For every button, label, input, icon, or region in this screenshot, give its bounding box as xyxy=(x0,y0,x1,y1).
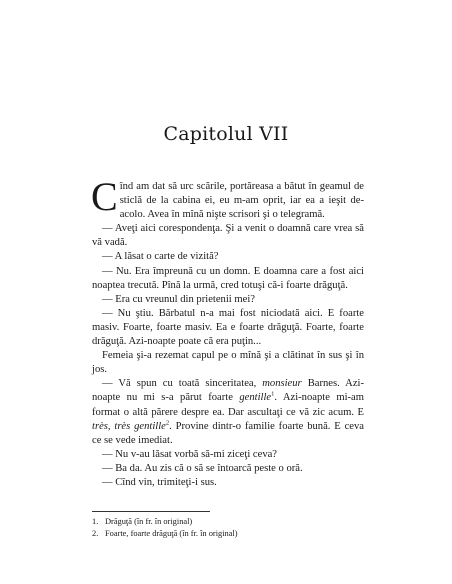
paragraph-7: Femeia şi-a rezemat capul pe o mînă şi a clătinat în sus şi în jos. xyxy=(92,350,364,376)
footnotes xyxy=(92,516,364,539)
paragraph-5: — Era cu vreunul din prietenii mei? xyxy=(102,293,255,305)
italic-monsieur: monsieur xyxy=(262,378,302,390)
paragraph-8-part-f: . Azi-noapte mi-am format o altă părere despre ea. Dar ascultaţi ce vă zic acum. E xyxy=(92,392,364,418)
footnote-1-number: 1. xyxy=(92,517,99,526)
footnote-1 xyxy=(92,516,364,528)
footnote-divider xyxy=(92,511,210,512)
footnote-1-text: Drăguţă (în fr. în original) xyxy=(105,517,193,526)
footnote-2-text: Foarte, foarte drăguţă (în fr. în original) xyxy=(105,528,238,538)
paragraph-2: — Aveţi aici corespondenţa. Şi a venit o doamnă care vrea să vă vadă. xyxy=(92,223,364,249)
italic-gentille: gentille xyxy=(239,392,272,404)
chapter-body xyxy=(91,174,364,490)
paragraph-8 xyxy=(92,377,364,447)
drop-cap: C xyxy=(91,174,118,219)
italic-tres-gentille: très, très gentille xyxy=(92,420,166,432)
footnote-ref-1: 1 xyxy=(271,390,275,398)
paragraph-9: — Nu v-au lăsat vorbă să-mi ziceţi ceva? xyxy=(102,448,278,460)
footnote-2-number: 2. xyxy=(92,528,99,538)
footnote-2 xyxy=(92,528,364,540)
paragraph-4: — Nu. Era împreună cu un domn. E doamna care a fost aici noaptea trecută. Pînă la urmă, cred totuşi că-i foarte drăguţă. xyxy=(92,265,364,291)
paragraph-11: — Cînd vin, trimiteţi-i sus. xyxy=(102,476,217,488)
paragraph-1-text: înd am dat să urc scările, portăreasa a bătut în geamul de sticlă de la cabina ei, eu m-am oprit, iar ea a ieşit de-acolo. Avea în mînă nişte scrisori şi o telegramă. xyxy=(119,181,364,221)
paragraph-1 xyxy=(91,174,364,222)
paragraph-8-part-c: Barnes. Azi-noapte nu mi s-a părut foarte xyxy=(92,378,364,404)
paragraph-8-part-i: . Provine dintr-o familie foarte bună. E ceva ce se vede imediat. xyxy=(92,420,364,446)
paragraph-8-part-a: — Vă spun cu toată sinceritatea, xyxy=(102,378,263,390)
paragraph-10: — Ba da. Au zis că o să se întoarcă peste o oră. xyxy=(102,462,303,474)
paragraph-6: — Nu ştiu. Bărbatul n-a mai fost niciodată aici. E foarte masiv. Foarte, foarte masiv. Ea e foarte drăguţă. Foarte, foarte drăguţă. Azi-noapte poate că era puţin... xyxy=(92,307,364,348)
paragraph-3: — A lăsat o carte de vizită? xyxy=(102,251,219,263)
footnote-ref-2: 2 xyxy=(165,419,170,427)
chapter-title: Capitolul VII xyxy=(163,123,289,145)
